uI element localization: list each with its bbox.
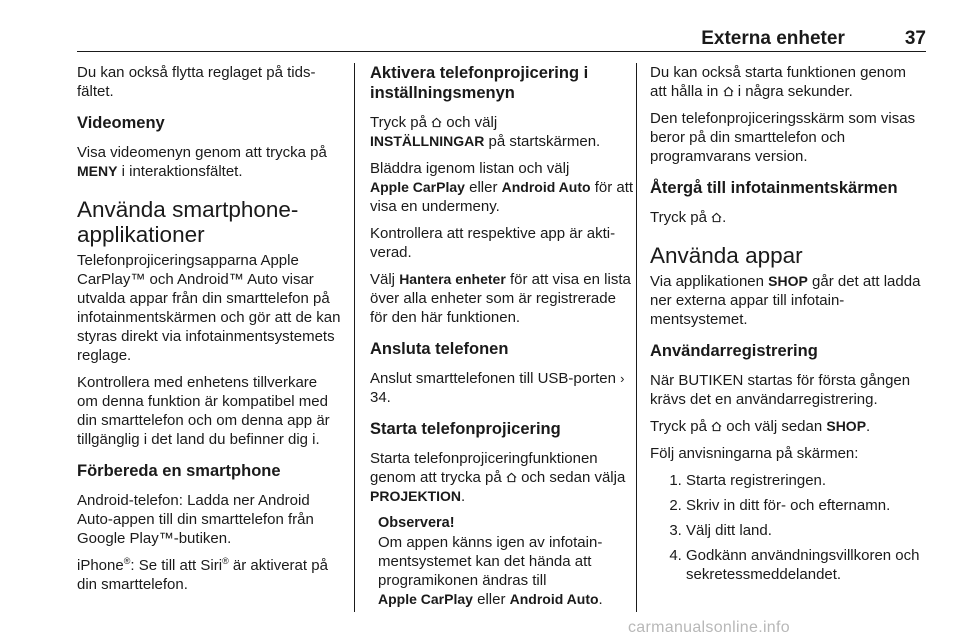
page-header (77, 28, 926, 50)
paragraph: Du kan också flytta reglaget på tidsfältet. (77, 64, 316, 100)
paragraph: Telefonprojiceringsapparna Apple CarPlay™ och Android™ Auto visar utvalda appar från din smarttelefon på infotainmentskärmen och gör att de kan styras direkt via infotainmentsystemets reglage. (77, 252, 341, 364)
paragraph: Den telefonprojiceringsskärm som visas beror på din smarttelefon och programvarans version. (650, 110, 916, 165)
paragraph: Kontrollera att respektive app är aktiverad. (370, 225, 616, 261)
paragraph: Välj Hantera enheter för att visa en lista över alla enheter som är registrerade för den här funktionen. (370, 271, 631, 326)
heading-smartphone-apps: Använda smartphone-applikationer (77, 197, 299, 247)
steps-list (650, 471, 925, 584)
paragraph: Visa videomenyn genom att trycka på MENY i interaktionsfältet. (77, 144, 327, 180)
list-item: 2. Skriv in ditt för- och efternamn. (686, 496, 925, 515)
note-title: Observera! (378, 515, 455, 531)
heading-activate-projection: Aktivera telefonprojicering i inställningsmenyn (370, 64, 589, 102)
home-icon (711, 212, 722, 223)
paragraph: Bläddra igenom listan och välj Apple CarPlay eller Android Auto för att visa en undermeny. (370, 160, 634, 215)
paragraph: Via applikationen SHOP går det att ladda ner externa appar till infotainmentsystemet. (650, 273, 921, 328)
home-icon (711, 421, 722, 432)
heading-connect-phone: Ansluta telefonen (370, 340, 509, 358)
column-divider (636, 63, 637, 612)
paragraph: iPhone®: Se till att Siri® är aktiverat på din smarttelefon. (77, 556, 328, 593)
heading-user-registration: Användarregistrering (650, 342, 818, 360)
paragraph: Du kan också starta funktionen genom att hålla in i några sekunder. (650, 64, 906, 100)
paragraph: Följ anvisningarna på skärmen: (650, 445, 859, 462)
column-divider (354, 63, 355, 612)
home-icon (506, 472, 517, 483)
note-text: Om appen känns igen av infotainmentsystemet kan det hända att programikonen ändras till Apple CarPlay eller Android Auto. (378, 534, 603, 608)
heading-start-projection: Starta telefonprojicering (370, 420, 561, 438)
home-icon (723, 86, 734, 97)
paragraph: Tryck på . (650, 209, 727, 226)
column-3 (650, 63, 925, 590)
column-1 (77, 63, 341, 602)
header-rule (77, 51, 926, 52)
paragraph: Starta telefonprojiceringfunktionen genom att trycka på och sedan välja PROJEKTION. (370, 450, 626, 505)
paragraph: Tryck på och välj INSTÄLLNINGAR på startskärmen. (370, 114, 601, 150)
list-item: 4. Godkänn användningsvillkoren och sekretessmeddelandet. (686, 546, 925, 584)
home-icon (431, 117, 442, 128)
note-box (370, 514, 634, 609)
heading-return-infotainment: Återgå till infotainmentskärmen (650, 179, 898, 197)
watermark: carmanualsonline.info (628, 619, 790, 636)
heading-video-menu: Videomeny (77, 114, 165, 132)
paragraph: Anslut smarttelefonen till USB-porten › 34. (370, 370, 625, 406)
paragraph: Android-telefon: Ladda ner Android Auto-appen till din smarttelefon från Google Play™-butiken. (77, 492, 314, 547)
paragraph: När BUTIKEN startas för första gången krävs det en användarregistrering. (650, 372, 911, 408)
page-title: Externa enheter (701, 28, 845, 49)
page-number: 37 (904, 28, 926, 49)
heading-use-apps: Använda appar (650, 243, 803, 268)
page-reference-arrow-icon: › (620, 371, 625, 386)
column-2 (370, 63, 634, 609)
heading-prepare-smartphone: Förbereda en smartphone (77, 462, 281, 480)
list-item: 3. Välj ditt land. (686, 521, 925, 540)
list-item: 1. Starta registreringen. (686, 471, 925, 490)
paragraph: Tryck på och välj sedan SHOP. (650, 418, 871, 435)
paragraph: Kontrollera med enhetens tillverkare om denna funktion är kompatibel med din smarttelefon och om denna app är tillgänglig i det land du befinner dig i. (77, 374, 330, 448)
